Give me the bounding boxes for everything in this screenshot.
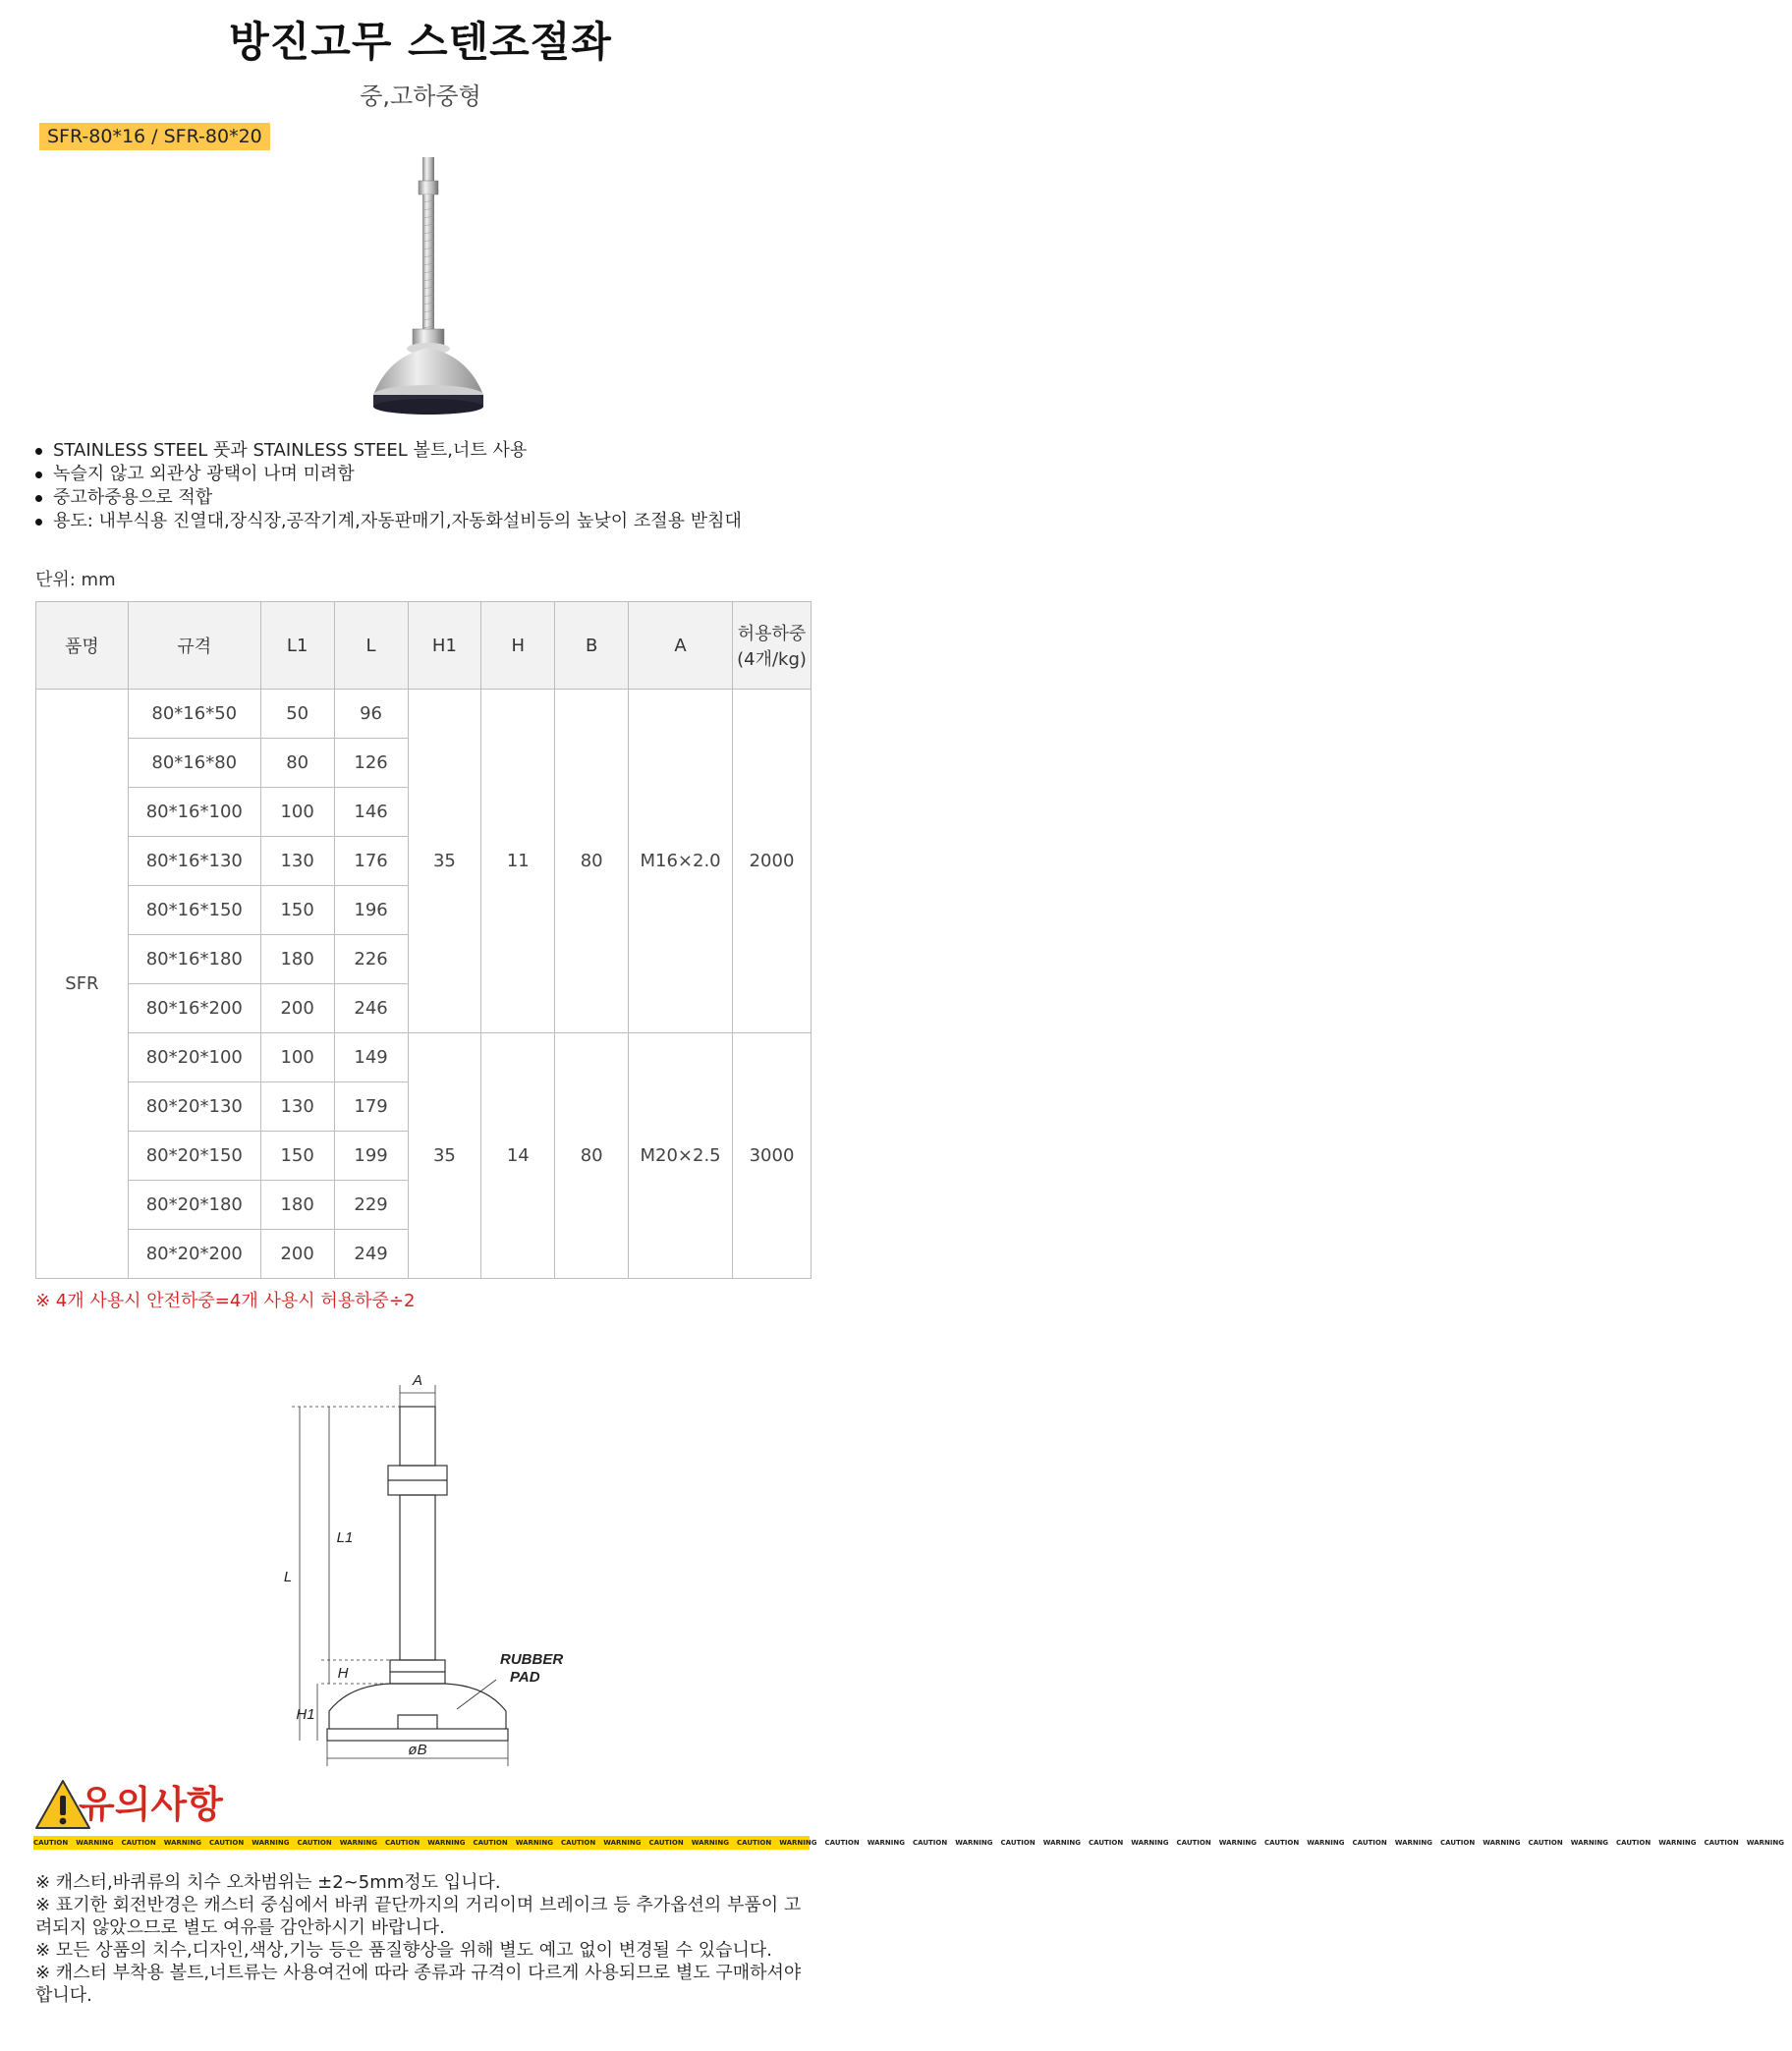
spec-cell: 80*20*200 — [128, 1230, 260, 1279]
stripe-word: WARNING — [515, 1839, 553, 1847]
h1-cell: 35 — [408, 690, 481, 1033]
stripe-word: CAUTION — [561, 1839, 596, 1847]
stripe-word: WARNING — [603, 1839, 642, 1847]
stripe-word: CAUTION — [1352, 1839, 1387, 1847]
note-item: ※ 캐스터,바퀴류의 치수 오차범위는 ±2~5mm정도 입니다. — [35, 1872, 501, 1893]
stripe-word: CAUTION — [1528, 1839, 1563, 1847]
header-spec: 규격 — [128, 602, 260, 690]
model-tag: SFR-80*16 / SFR-80*20 — [39, 123, 270, 150]
spec-cell: 80*20*100 — [128, 1033, 260, 1082]
stripe-word: WARNING — [1218, 1839, 1257, 1847]
a-cell: M20×2.5 — [629, 1033, 733, 1279]
stripe-word: CAUTION — [1704, 1839, 1739, 1847]
stripe-word: CAUTION — [1089, 1839, 1124, 1847]
stripe-word: CAUTION — [1440, 1839, 1476, 1847]
spec-cell: 80*20*130 — [128, 1082, 260, 1132]
feature-item: 용도: 내부식용 진열대,장식장,공작기계,자동판매기,자동화설비등의 높낮이 조절용 받침대 — [35, 510, 742, 533]
stripe-word: WARNING — [163, 1839, 201, 1847]
spec-table — [35, 601, 812, 1279]
l1-cell: 130 — [260, 1082, 334, 1132]
header-load: 허용하중 (4개/kg) — [733, 602, 812, 690]
caution-stripe — [33, 1836, 1784, 1850]
page-title: 방진고무 스텐조절좌 — [229, 18, 612, 66]
l-cell: 199 — [334, 1132, 408, 1181]
stripe-word: CAUTION — [473, 1839, 508, 1847]
note-item: ※ 모든 상품의 치수,디자인,색상,기능 등은 품질향상을 위해 별도 예고 없이 변경될 수 있습니다. — [35, 1940, 772, 1961]
product-name-cell: SFR — [36, 690, 129, 1279]
l-cell: 249 — [334, 1230, 408, 1279]
label-rubber: RUBBER — [500, 1651, 564, 1668]
l1-cell: 50 — [260, 690, 334, 739]
header-b: B — [555, 602, 629, 690]
stripe-word: CAUTION — [121, 1839, 156, 1847]
l1-cell: 150 — [260, 1132, 334, 1181]
feature-list — [35, 439, 742, 533]
l1-cell: 180 — [260, 1181, 334, 1230]
b-cell: 80 — [555, 690, 629, 1033]
h1-cell: 35 — [408, 1033, 481, 1279]
b-cell: 80 — [555, 1033, 629, 1279]
note-item: ※ 표기한 회전반경은 캐스터 중심에서 바퀴 끝단까지의 거리이며 브레이크 등 추가옵션의 부품이 고려되지 않았으므로 별도 여유를 감안하시기 바랍니다. — [35, 1895, 802, 1938]
h-cell: 14 — [481, 1033, 555, 1279]
stripe-word: WARNING — [1042, 1839, 1081, 1847]
stripe-word: WARNING — [76, 1839, 114, 1847]
table-header-row — [36, 602, 812, 690]
l-cell: 146 — [334, 788, 408, 837]
l-cell: 96 — [334, 690, 408, 739]
stripe-word: CAUTION — [385, 1839, 420, 1847]
l-cell: 196 — [334, 886, 408, 935]
l-cell: 126 — [334, 739, 408, 788]
spec-cell: 80*20*180 — [128, 1181, 260, 1230]
load-cell: 2000 — [733, 690, 812, 1033]
l1-cell: 180 — [260, 935, 334, 984]
load-cell: 3000 — [733, 1033, 812, 1279]
spec-cell: 80*16*80 — [128, 739, 260, 788]
dimension-diagram — [260, 1346, 585, 1758]
table-row — [36, 1033, 812, 1082]
l-cell: 149 — [334, 1033, 408, 1082]
stripe-word: CAUTION — [913, 1839, 948, 1847]
note-item: ※ 캐스터 부착용 볼트,너트류는 사용여건에 따라 종류과 규격이 다르게 사용되므로 별도 구매하셔야 합니다. — [35, 1963, 802, 2006]
header-l1: L1 — [260, 602, 334, 690]
feature-item: 중고하중용으로 적합 — [35, 486, 742, 510]
header-h: H — [481, 602, 555, 690]
stripe-word: CAUTION — [648, 1839, 684, 1847]
stripe-word: WARNING — [252, 1839, 290, 1847]
load-note: ※ 4개 사용시 안전하중=4개 사용시 허용하중÷2 — [35, 1291, 416, 1311]
l-cell: 179 — [334, 1082, 408, 1132]
caution-title: 유의사항 — [79, 1783, 223, 1826]
header-l: L — [334, 602, 408, 690]
header-a: A — [629, 602, 733, 690]
stripe-word: WARNING — [691, 1839, 729, 1847]
table-row — [36, 690, 812, 739]
stripe-word: WARNING — [1483, 1839, 1521, 1847]
stripe-word: WARNING — [1570, 1839, 1608, 1847]
l-cell: 226 — [334, 935, 408, 984]
l-cell: 229 — [334, 1181, 408, 1230]
stripe-word: CAUTION — [824, 1839, 860, 1847]
l1-cell: 80 — [260, 739, 334, 788]
l1-cell: 100 — [260, 788, 334, 837]
l1-cell: 130 — [260, 837, 334, 886]
unit-label: 단위: mm — [35, 570, 116, 590]
stripe-word: WARNING — [339, 1839, 377, 1847]
stripe-word: CAUTION — [737, 1839, 772, 1847]
label-a: A — [412, 1372, 423, 1389]
l-cell: 176 — [334, 837, 408, 886]
label-l1: L1 — [336, 1529, 354, 1546]
l1-cell: 200 — [260, 984, 334, 1033]
stripe-word: WARNING — [1394, 1839, 1432, 1847]
stripe-word: WARNING — [427, 1839, 466, 1847]
header-name: 품명 — [36, 602, 129, 690]
spec-cell: 80*16*180 — [128, 935, 260, 984]
spec-cell: 80*16*100 — [128, 788, 260, 837]
stripe-word: CAUTION — [1176, 1839, 1211, 1847]
stripe-word: CAUTION — [297, 1839, 332, 1847]
stripe-word: CAUTION — [33, 1839, 69, 1847]
l-cell: 246 — [334, 984, 408, 1033]
l1-cell: 100 — [260, 1033, 334, 1082]
label-pad: PAD — [510, 1669, 540, 1686]
feature-item: 녹슬지 않고 외관상 광택이 나며 미려함 — [35, 463, 742, 486]
stripe-word: WARNING — [1746, 1839, 1784, 1847]
stripe-word: WARNING — [867, 1839, 905, 1847]
label-l: L — [283, 1569, 293, 1585]
stripe-word: CAUTION — [1000, 1839, 1036, 1847]
feature-item: STAINLESS STEEL 풋과 STAINLESS STEEL 볼트,너트 사용 — [35, 439, 742, 463]
stripe-word: WARNING — [779, 1839, 817, 1847]
notes-section — [35, 1871, 812, 2007]
spec-cell: 80*20*150 — [128, 1132, 260, 1181]
spec-cell: 80*16*130 — [128, 837, 260, 886]
stripe-word: CAUTION — [1616, 1839, 1652, 1847]
stripe-word: WARNING — [1307, 1839, 1345, 1847]
stripe-word: CAUTION — [209, 1839, 245, 1847]
l1-cell: 200 — [260, 1230, 334, 1279]
label-h: H — [337, 1665, 349, 1682]
label-h1: H1 — [296, 1706, 315, 1723]
stripe-word: WARNING — [1658, 1839, 1697, 1847]
stripe-word: WARNING — [1131, 1839, 1169, 1847]
header-h1: H1 — [408, 602, 481, 690]
h-cell: 11 — [481, 690, 555, 1033]
spec-cell: 80*16*200 — [128, 984, 260, 1033]
product-photo — [334, 138, 521, 452]
spec-cell: 80*16*150 — [128, 886, 260, 935]
l1-cell: 150 — [260, 886, 334, 935]
page-subtitle: 중,고하중형 — [360, 83, 481, 110]
stripe-word: WARNING — [955, 1839, 993, 1847]
a-cell: M16×2.0 — [629, 690, 733, 1033]
spec-cell: 80*16*50 — [128, 690, 260, 739]
stripe-word: CAUTION — [1264, 1839, 1300, 1847]
label-b: øB — [408, 1742, 427, 1758]
